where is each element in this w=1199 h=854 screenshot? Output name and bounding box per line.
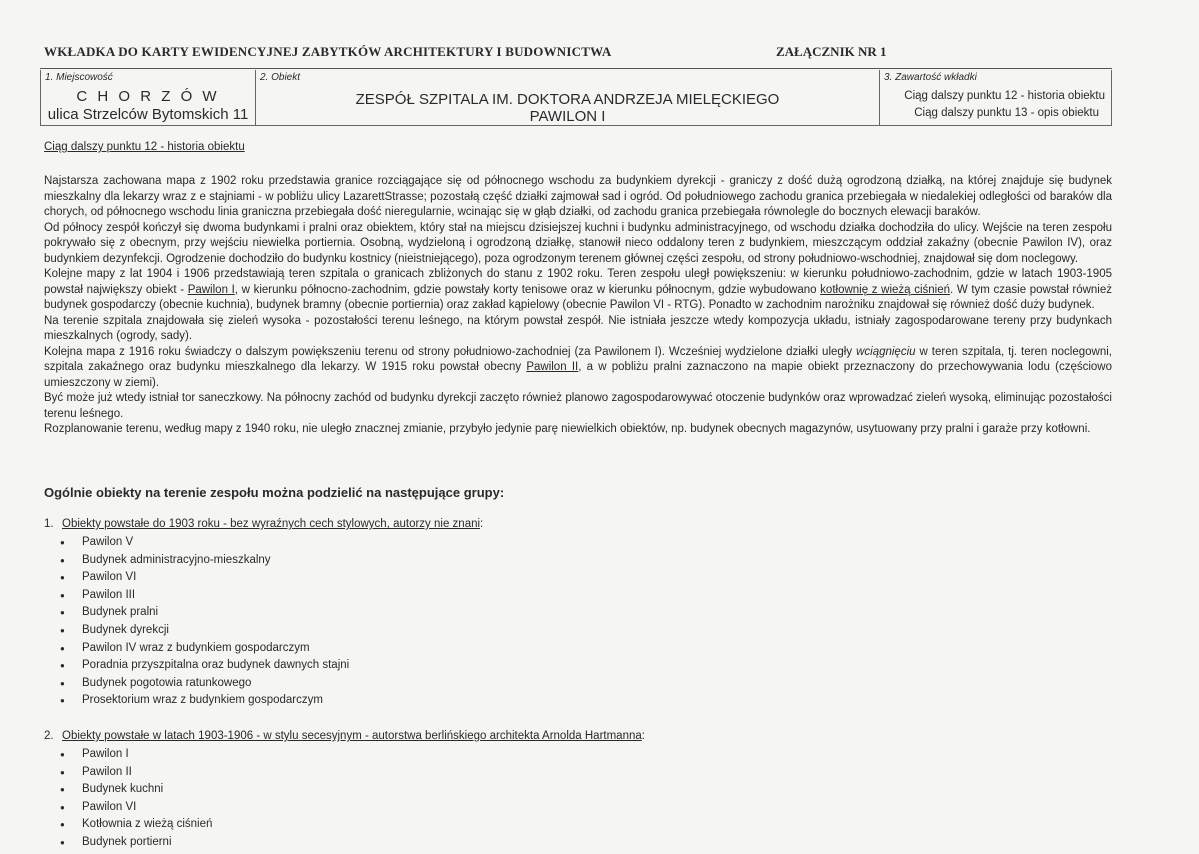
object-cell (256, 70, 880, 126)
groups-heading: Ogólnie obiekty na terenie zespołu można podzielić na następujące grupy: (44, 485, 505, 500)
underlined-term: Pawilon II (526, 361, 579, 373)
group-title-text: Obiekty powstałe w latach 1903-1906 - w stylu secesyjnym - autorstwa berlińskiego architekta Arnolda Hartmanna (62, 730, 642, 742)
text-span: Kolejna mapa z 1916 roku świadczy o dalszym powiększeniu terenu od strony południowo-zachodniej (za Pawilonem I). Wcześniej wydzielone działki uległy (44, 345, 857, 358)
section-heading: Ciąg dalszy punktu 12 - historia obiektu (44, 141, 245, 153)
list-item: ● Kotłownia z wieżą ciśnień (44, 816, 1104, 834)
paragraph: Być może już wtedy istniał tor saneczkowy. Na północny zachód od budynku dyrekcji zaczęto również planowo zagospodarowywać otoczenie budynków oraz wprowadzać zieleń wysoką, eliminując pozostałości terenu leśnego. (44, 392, 1112, 420)
group-number: 2. (44, 730, 54, 742)
underlined-term: kotłownię z wieżą ciśnień (820, 283, 950, 296)
list-item: ● Budynek pogotowia ratunkowego (44, 675, 1104, 693)
object-name: ZESPÓŁ SZPITALA IM. DOKTORA ANDRZEJA MIELĘCKIEGO (355, 91, 780, 108)
list-item: ● Pawilon VI (44, 569, 1104, 587)
list-item: ● Budynek administracyjno-mieszkalny (44, 552, 1104, 570)
colon: : (480, 518, 484, 530)
group-title (44, 517, 1104, 532)
street-address: ulica Strzelców Bytomskich 11 (47, 106, 249, 123)
group-1 (44, 517, 1104, 710)
object-pavilion: PAWILON I (529, 108, 606, 125)
contents-line-2: Ciąg dalszy punktu 13 - opis obiektu (914, 107, 1099, 119)
list-item: ● Budynek pralni (44, 604, 1104, 622)
contents-label: 3. Zawartość wkładki (884, 72, 977, 83)
list-item: ● Pawilon VI (44, 799, 1104, 817)
paragraph (44, 267, 1112, 314)
contents-cell (880, 70, 1112, 126)
object-label: 2. Obiekt (260, 72, 301, 83)
list-item: ● Pawilon III (44, 587, 1104, 605)
text-span: . W tym czasie powstał również budynek gospodarczy (obecnie kuchnia), budynek bramny (obecnie portiernia) oraz zakład kąpielowy (obecnie Pawilon VI - RTG). Ponadto w zachodnim narożniku znajdował się również dość duży budynek. (44, 283, 1112, 311)
locality-label: 1. Miejscowość (45, 72, 113, 83)
text-span: w teren szpitala, tj. teren noclegowni, szpitala zakaźnego oraz budynku mieszkalnego dla lekarzy. W 1915 roku powstał obecny (44, 345, 1112, 373)
text-span: , w kierunku północno-zachodnim, gdzie powstały korty tenisowe oraz w kierunku północnym, gdzie wybudowano (234, 283, 821, 296)
contents-line-1: Ciąg dalszy punktu 12 - historia obiektu (904, 90, 1105, 102)
text-span: Kolejne mapy z lat 1904 i 1906 przedstawiają teren szpitala o granicach zbliżonych do stanu z 1902 roku. Teren zespołu uległ powiększeniu: w kierunku południowo-zachodnim, gdzie w latach 1903-1905 powstał największy obiekt - (44, 268, 1112, 296)
group-1-list (44, 534, 1104, 710)
list-item: ● Budynek portierni (44, 834, 1104, 852)
text-span: , a w pobliżu pralni zaznaczono na mapie obiekt przeznaczony do przechowywania lodu (częściowo umieszczony w ziemi). (44, 361, 1113, 389)
list-item: ● Poradnia przyszpitalna oraz budynek dawnych stajni (44, 657, 1104, 675)
group-2-list (44, 746, 1104, 852)
paragraph: Na terenie szpitala znajdowała się zieleń wysoka - pozostałości terenu leśnego, na którym powstał zespół. Nie istniała jeszcze wtedy kompozycja układu, istniały zagospodarowane tereny przy budynkach mieszkalnych (ogrody, sady). (44, 314, 1112, 342)
header-rule (40, 68, 1112, 69)
paragraph: Od północy zespół kończył się dwoma budynkami i pralni oraz obiektem, który stał na miejscu dzisiejszej kuchni i budynku administracyjnego, od wschodu działka dochodziła do ulicy. Wejście na teren zespołu pokrywało się z obecnym, przy wejściu niewielka portiernia. Osobną, wydzieloną i ogrodzoną działkę, stanowił nieco oddalony teren z budynkiem, mieszczącym oddział zakaźny (obecnie Pawilon IV), oraz budynkiem dezynfekcji. Ogrodzenie dochodziło do budynku kostnicy (nieistniejącego), poza ogrodzonym terenem głównej części zespołu, od strony południowo-wschodniej, znajdował się dom noclegowy. (44, 221, 1112, 265)
paragraph: Najstarsza zachowana mapa z 1902 roku przedstawia granice rozciągające się od północnego wschodu za budynkiem dyrekcji - graniczy z dość dużą ogrodzoną działką, na której znajduje się budynek mieszkalny dla lekarzy wraz z e stajniami - w pobliżu ulicy LazarettStrasse; pozostałą część działki zajmował sad i ogród. Od południowego zachodu granica przebiegała w niedalekiej odległości od baraków dla chorych, od północnego wschodu linia graniczna przebiegała dość nieregularnie, wcinając się w głąb działki, od zachodu granica przebiegała równolegle do bocznych elewacji baraków. (44, 175, 1112, 218)
annex-label: ZAŁĄCZNIK NR 1 (776, 44, 887, 59)
list-item: ● Pawilon I (44, 746, 1104, 764)
underlined-term: Pawilon I (187, 283, 235, 296)
list-item: ● Budynek kuchni (44, 781, 1104, 799)
list-item: ● Budynek dyrekcji (44, 622, 1104, 640)
group-number: 1. (44, 518, 54, 530)
document-title: WKŁADKA DO KARTY EWIDENCYJNEJ ZABYTKÓW ARCHITEKTURY I BUDOWNICTWA (44, 44, 612, 59)
locality-cell (40, 70, 256, 126)
list-item: ● Prosektorium wraz z budynkiem gospodarczym (44, 692, 1104, 710)
group-title-text: Obiekty powstałe do 1903 roku - bez wyraźnych cech stylowych, autorzy nie znani (62, 518, 481, 530)
group-2 (44, 729, 1104, 852)
colon: : (641, 730, 645, 742)
italic-term: wciągnięciu (856, 345, 916, 358)
city-name: C H O R Z Ó W (76, 88, 220, 105)
group-title (44, 729, 1104, 744)
paragraph (44, 345, 1112, 392)
list-item: ● Pawilon V (44, 534, 1104, 552)
list-item: ● Pawilon IV wraz z budynkiem gospodarczym (44, 640, 1104, 658)
list-item: ● Pawilon II (44, 764, 1104, 782)
paragraph: Rozplanowanie terenu, według mapy z 1940 roku, nie uległo znacznej zmianie, przybyło jedynie parę niewielkich obiektów, np. budynek obecnych magazynów, usytuowany przy pralni i garaże przy kotłowni. (44, 423, 1091, 435)
history-text (44, 174, 1112, 438)
